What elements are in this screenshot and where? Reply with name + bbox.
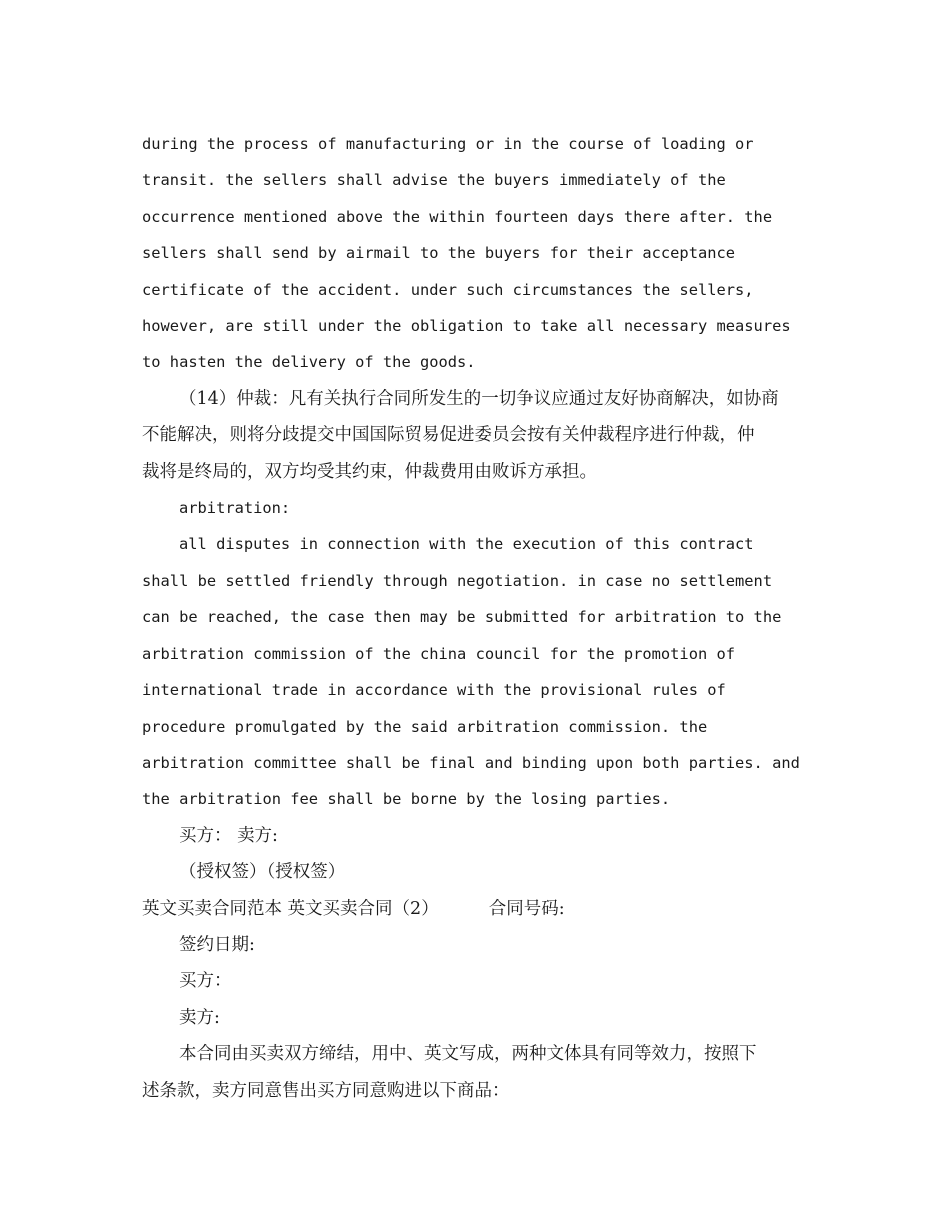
clause-13-line: to hasten the delivery of the goods.: [142, 353, 476, 372]
clause-14-zh-line: 不能解决，则将分歧提交中国国际贸易促进委员会按有关仲裁程序进行仲裁，仲: [142, 425, 755, 446]
arbitration-line: international trade in accordance with the provisional rules of: [142, 681, 726, 700]
sign-date-label: 签约日期:: [179, 934, 255, 955]
document-body: [142, 126, 812, 1109]
clause-13-line: sellers shall send by airmail to the buyers for their acceptance: [142, 244, 736, 263]
signature-parties: 买方： 卖方:: [179, 825, 278, 846]
clause-13-line: certificate of the accident. under such circumstances the sellers,: [142, 280, 754, 299]
contract-title-line: [142, 891, 812, 927]
arbitration-line: the arbitration fee shall be borne by the losing parties.: [142, 790, 671, 809]
seller-label: 卖方:: [179, 1007, 220, 1028]
arbitration-line: arbitration commission of the china council for the promotion of: [142, 644, 736, 663]
arbitration-line: procedure promulgated by the said arbitration commission. the: [142, 717, 708, 736]
signature-authorized: （授权签）（授权签）: [179, 862, 346, 883]
clause-13-line: transit. the sellers shall advise the buyers immediately of the: [142, 171, 726, 190]
clause-14-zh-line: 裁将是终局的，双方均受其约束，仲裁费用由败诉方承担。: [142, 461, 597, 482]
clause-13-line: occurrence mentioned above the within fourteen days there after. the: [142, 207, 773, 226]
contract-number-label: 合同号码:: [488, 898, 565, 919]
clause-13-line: during the process of manufacturing or in the course of loading or: [142, 135, 754, 153]
arbitration-line: all disputes in connection with the execution of this contract: [179, 535, 754, 554]
arbitration-line: shall be settled friendly through negotiation. in case no settlement: [142, 571, 773, 590]
preamble-line: 述条款，卖方同意售出买方同意购进以下商品：: [142, 1080, 510, 1101]
arbitration-line: can be reached, the case then may be submitted for arbitration to the: [142, 608, 782, 627]
clause-13-line: however, are still under the obligation to take all necessary measures: [142, 317, 791, 336]
contract-title: 英文买卖合同范本 英文买卖合同（2）: [142, 898, 439, 919]
arbitration-heading: arbitration:: [179, 499, 291, 518]
preamble-line: 本合同由买卖双方缔结，用中、英文写成，两种文体具有同等效力，按照下: [179, 1044, 757, 1065]
clause-14-zh-line: （14）仲裁：凡有关执行合同所发生的一切争议应通过友好协商解决，如协商: [179, 388, 779, 409]
buyer-label: 买方：: [179, 971, 232, 992]
arbitration-line: arbitration committee shall be final and binding upon both parties. and: [142, 753, 800, 772]
